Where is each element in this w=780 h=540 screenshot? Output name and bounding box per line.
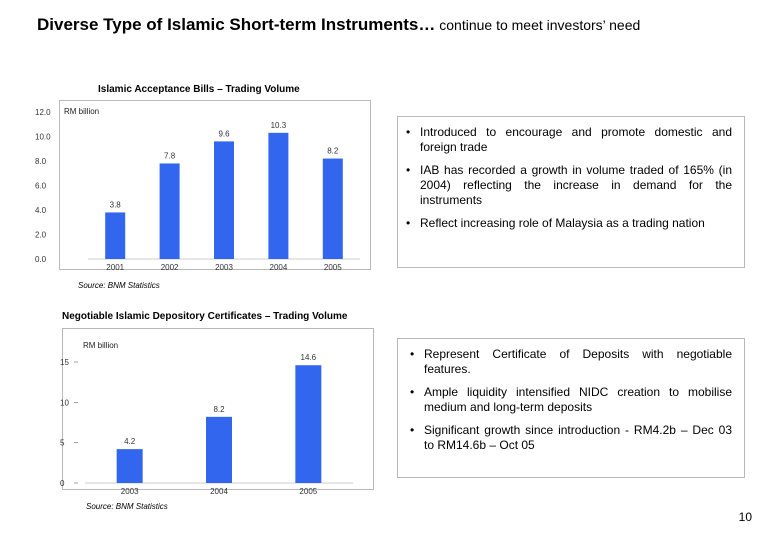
slide-title-sub: continue to meet investors’ need	[435, 17, 641, 33]
list-item: • IAB has recorded a growth in volume traded of 165% (in 2004) reflecting the increase in demand for the instruments	[398, 163, 732, 208]
iab-bar	[105, 212, 125, 259]
iab-data-label: 3.8	[109, 200, 121, 210]
iab-bar	[160, 163, 180, 259]
nidc-bar	[295, 365, 321, 483]
iab-ytick-label: 8.0	[35, 157, 47, 166]
nidc-source: Source: BNM Statistics	[86, 502, 168, 511]
list-item: • Significant growth since introduction - RM4.2b – Dec 03 to RM14.6b – Oct 05	[402, 423, 732, 453]
iab-xtick-label: 2005	[323, 263, 342, 272]
iab-ylabel: RM billion	[64, 107, 100, 116]
iab-bullet-list	[398, 125, 732, 231]
iab-ytick-label: 6.0	[35, 181, 47, 191]
iab-bar	[268, 133, 288, 259]
list-item: • Introduced to encourage and promote domestic and foreign trade	[398, 125, 732, 155]
iab-data-label: 10.3	[270, 120, 287, 130]
list-item: • Ample liquidity intensified NIDC creation to mobilise medium and long-term deposits	[402, 385, 732, 415]
iab-xtick-label: 2004	[269, 263, 288, 272]
nidc-bullet-box	[397, 338, 745, 478]
nidc-xtick-label: 2005	[299, 487, 318, 496]
nidc-ylabel: RM billion	[83, 341, 119, 350]
iab-chart-svg	[35, 101, 370, 272]
iab-data-label: 7.8	[164, 151, 176, 161]
nidc-data-label: 8.2	[213, 404, 225, 414]
iab-bullet-box	[397, 116, 745, 268]
iab-xtick-label: 2002	[160, 263, 179, 272]
iab-ytick-label: 12.0	[35, 108, 51, 117]
list-item: • Reflect increasing role of Malaysia as a trading nation	[398, 216, 732, 231]
iab-bar	[323, 159, 343, 259]
nidc-chart-title: Negotiable Islamic Depository Certificates – Trading Volume	[62, 311, 348, 322]
nidc-chart	[60, 328, 374, 496]
iab-xtick-label: 2001	[106, 263, 125, 272]
nidc-xtick-label: 2004	[210, 487, 228, 496]
page-number: 10	[738, 510, 752, 524]
iab-data-label: 9.6	[218, 129, 230, 139]
iab-data-label: 8.2	[327, 146, 339, 156]
nidc-data-label: 4.2	[124, 437, 136, 447]
iab-ytick-label: 2.0	[35, 230, 47, 240]
nidc-chart-svg	[60, 329, 373, 496]
nidc-ytick-label: 10	[60, 398, 69, 408]
iab-chart	[35, 100, 371, 272]
iab-ytick-label: 0.0	[35, 255, 47, 264]
iab-bar	[214, 141, 234, 259]
slide-title-main: Diverse Type of Islamic Short-term Instruments…	[37, 15, 436, 34]
iab-ytick-label: 10.0	[35, 132, 51, 142]
nidc-bullet-list	[402, 347, 732, 453]
nidc-ytick-label: 15	[60, 358, 69, 367]
iab-xtick-label: 2003	[215, 263, 233, 272]
nidc-ytick-label: 5	[60, 438, 65, 448]
iab-chart-title: Islamic Acceptance Bills – Trading Volume	[98, 84, 300, 95]
nidc-data-label: 14.6	[300, 353, 317, 363]
slide-title	[37, 14, 737, 37]
list-item: • Represent Certificate of Deposits with negotiable features.	[402, 347, 732, 377]
nidc-bar	[117, 449, 143, 483]
nidc-ytick-label: 0	[60, 479, 65, 488]
nidc-xtick-label: 2003	[120, 487, 139, 496]
iab-source: Source: BNM Statistics	[78, 281, 160, 290]
iab-ytick-label: 4.0	[35, 206, 47, 215]
nidc-bar	[206, 417, 232, 483]
